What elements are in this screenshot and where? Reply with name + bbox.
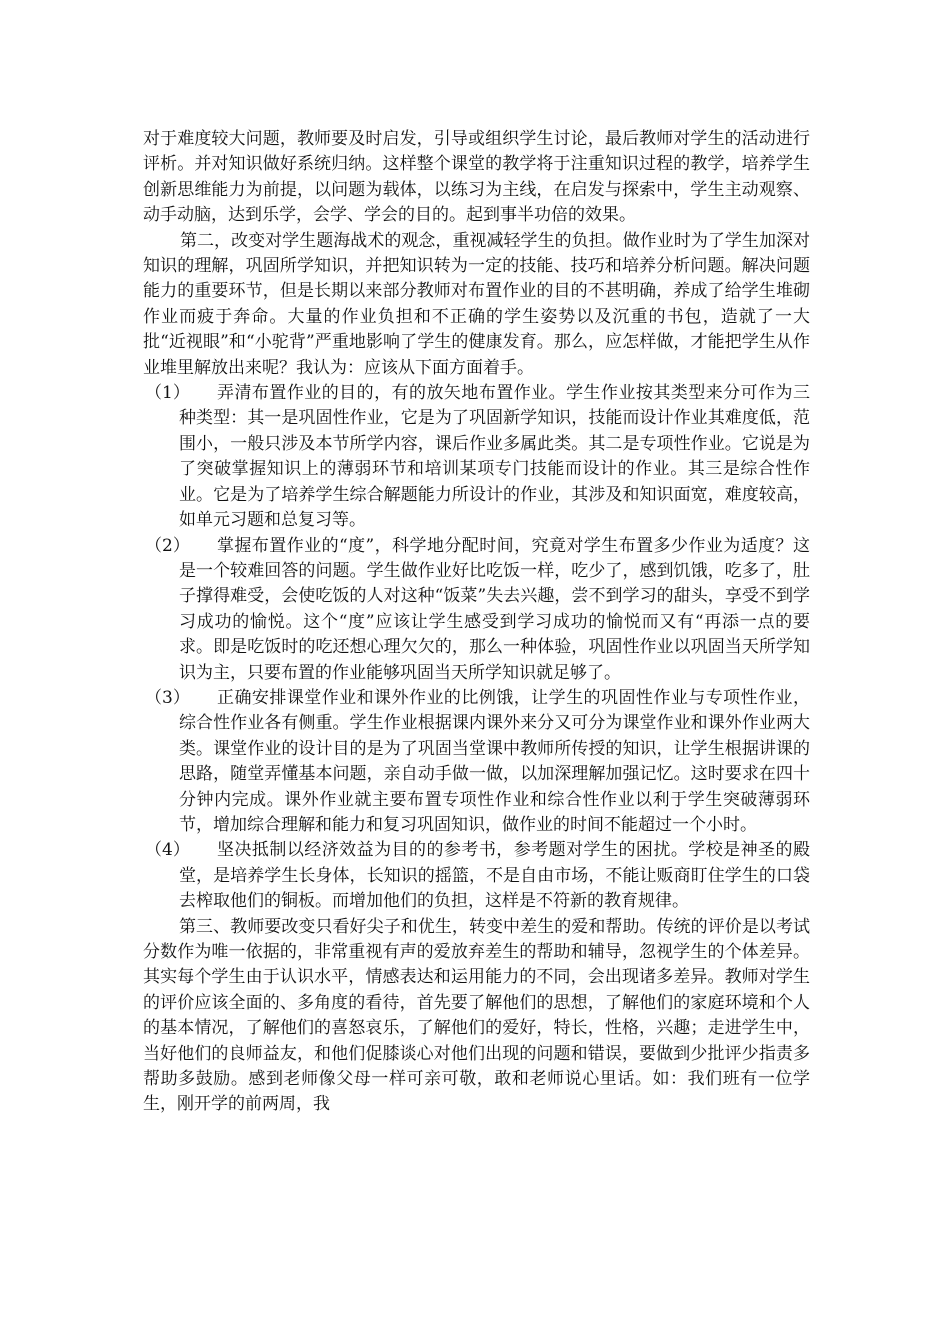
list-item <box>143 381 810 533</box>
list-item <box>143 838 810 914</box>
second-point-paragraph: 第二，改变对学生题海战术的观念，重视减轻学生的负担。做作业时为了学生加深对知识的理解，巩固所学知识，并把知识转为一定的技能、技巧和培养分析问题。解决问题能力的重要环节，但是长期以来部分教师对布置作业的目的不甚明确，养成了给学生堆砌作业而疲于奔命。大量的作业负担和不正确的学生姿势以及沉重的书包，造就了一大批“近视眼”和“小驼背”严重地影响了学生的健康发育。那么，应怎样做，才能把学生从作业堆里解放出来呢？我认为：应该从下面方面着手。 <box>143 230 810 378</box>
list-item-text: 坚决抵制以经济效益为目的的参考书，参考题对学生的困扰。学校是神圣的殿堂，是培养学生长身体，长知识的摇篮，不是自由市场，不能让贩商盯住学生的口袋去榨取他们的铜板。而增加他们的负担，这样是不符新的教育规律。 <box>179 840 810 912</box>
list-item-text: 弄清布置作业的目的，有的放矢地布置作业。学生作业按其类型来分可作为三种类型：其一是巩固性作业，它是为了巩固新学知识，技能而设计作业其难度低，范围小，一般只涉及本节所学内容，课后作业多属此类。其二是专项性作业。它说是为了突破掌握知识上的薄弱环节和培训某项专门技能而设计的作业。其三是综合性作业。它是为了培养学生综合解题能力所设计的作业，其涉及和知识面宽，难度较高，如单元习题和总复习等。 <box>179 383 810 531</box>
list-item <box>143 686 810 838</box>
list-item-number: （4） <box>145 840 190 861</box>
list-item-number: （1） <box>145 383 190 404</box>
intro-paragraph: 对于难度较大问题，教师要及时启发，引导或组织学生讨论，最后教师对学生的活动进行评析。并对知识做好系统归纳。这样整个课堂的教学将于注重知识过程的教学，培养学生创新思维能力为前提，以问题为载体，以练习为主线，在启发与探索中，学生主动观察、动手动脑，达到乐学，会学、学会的目的。起到事半功倍的效果。 <box>143 129 810 226</box>
list-item <box>143 534 810 686</box>
list-item-text: 掌握布置作业的“度”，科学地分配时间，究竟对学生布置多少作业为适度？这是一个较难回答的问题。学生做作业好比吃饭一样，吃少了，感到饥饿，吃多了，肚子撑得难受，会使吃饭的人对这种“饭菜”失去兴趣，尝不到学习的甜头，享受不到学习成功的愉悦。这个“度”应该让学生感受到学习成功的愉悦而又有“再添一点的要求。即是吃饭时的吃还想心理欠欠的，那么一种体验，巩固性作业以巩固当天所学知识为主，只要布置的作业能够巩固当天所学知识就足够了。 <box>179 535 810 683</box>
list-item-number: （2） <box>145 535 190 556</box>
document-body <box>143 127 810 1118</box>
list-item-text: 正确安排课堂作业和课外作业的比例饿，让学生的巩固性作业与专项性作业，综合性作业各有侧重。学生作业根据课内课外来分又可分为课堂作业和课外作业两大类。课堂作业的设计目的是为了巩固当堂课中教师所传授的知识，让学生根据讲课的思路，随堂弄懂基本问题，亲自动手做一做，以加深理解加强记忆。这时要求在四十分钟内完成。课外作业就主要布置专项性作业和综合性作业以利于学生突破薄弱环节，增加综合理解和能力和复习巩固知识，做作业的时间不能超过一个小时。 <box>179 687 810 835</box>
list-item-number: （3） <box>145 687 190 708</box>
third-point-paragraph: 第三、教师要改变只看好尖子和优生，转变中差生的爱和帮助。传统的评价是以考试分数作为唯一依据的，非常重视有声的爱放弃差生的帮助和辅导，忽视学生的个体差异。其实每个学生由于认识水平，情感表达和运用能力的不同，会出现诸多差异。教师对学生的评价应该全面的、多角度的看待，首先要了解他们的思想，了解他们的家庭环境和个人的基本情况，了解他们的喜怒哀乐，了解他们的爱好，特长，性格，兴趣；走进学生中，当好他们的良师益友，和他们促膝谈心对他们出现的问题和错误，要做到少批评少指责多帮助多鼓励。感到老师像父母一样可亲可敬，敢和老师说心里话。如：我们班有一位学生，刚开学的前两周，我 <box>143 916 810 1115</box>
